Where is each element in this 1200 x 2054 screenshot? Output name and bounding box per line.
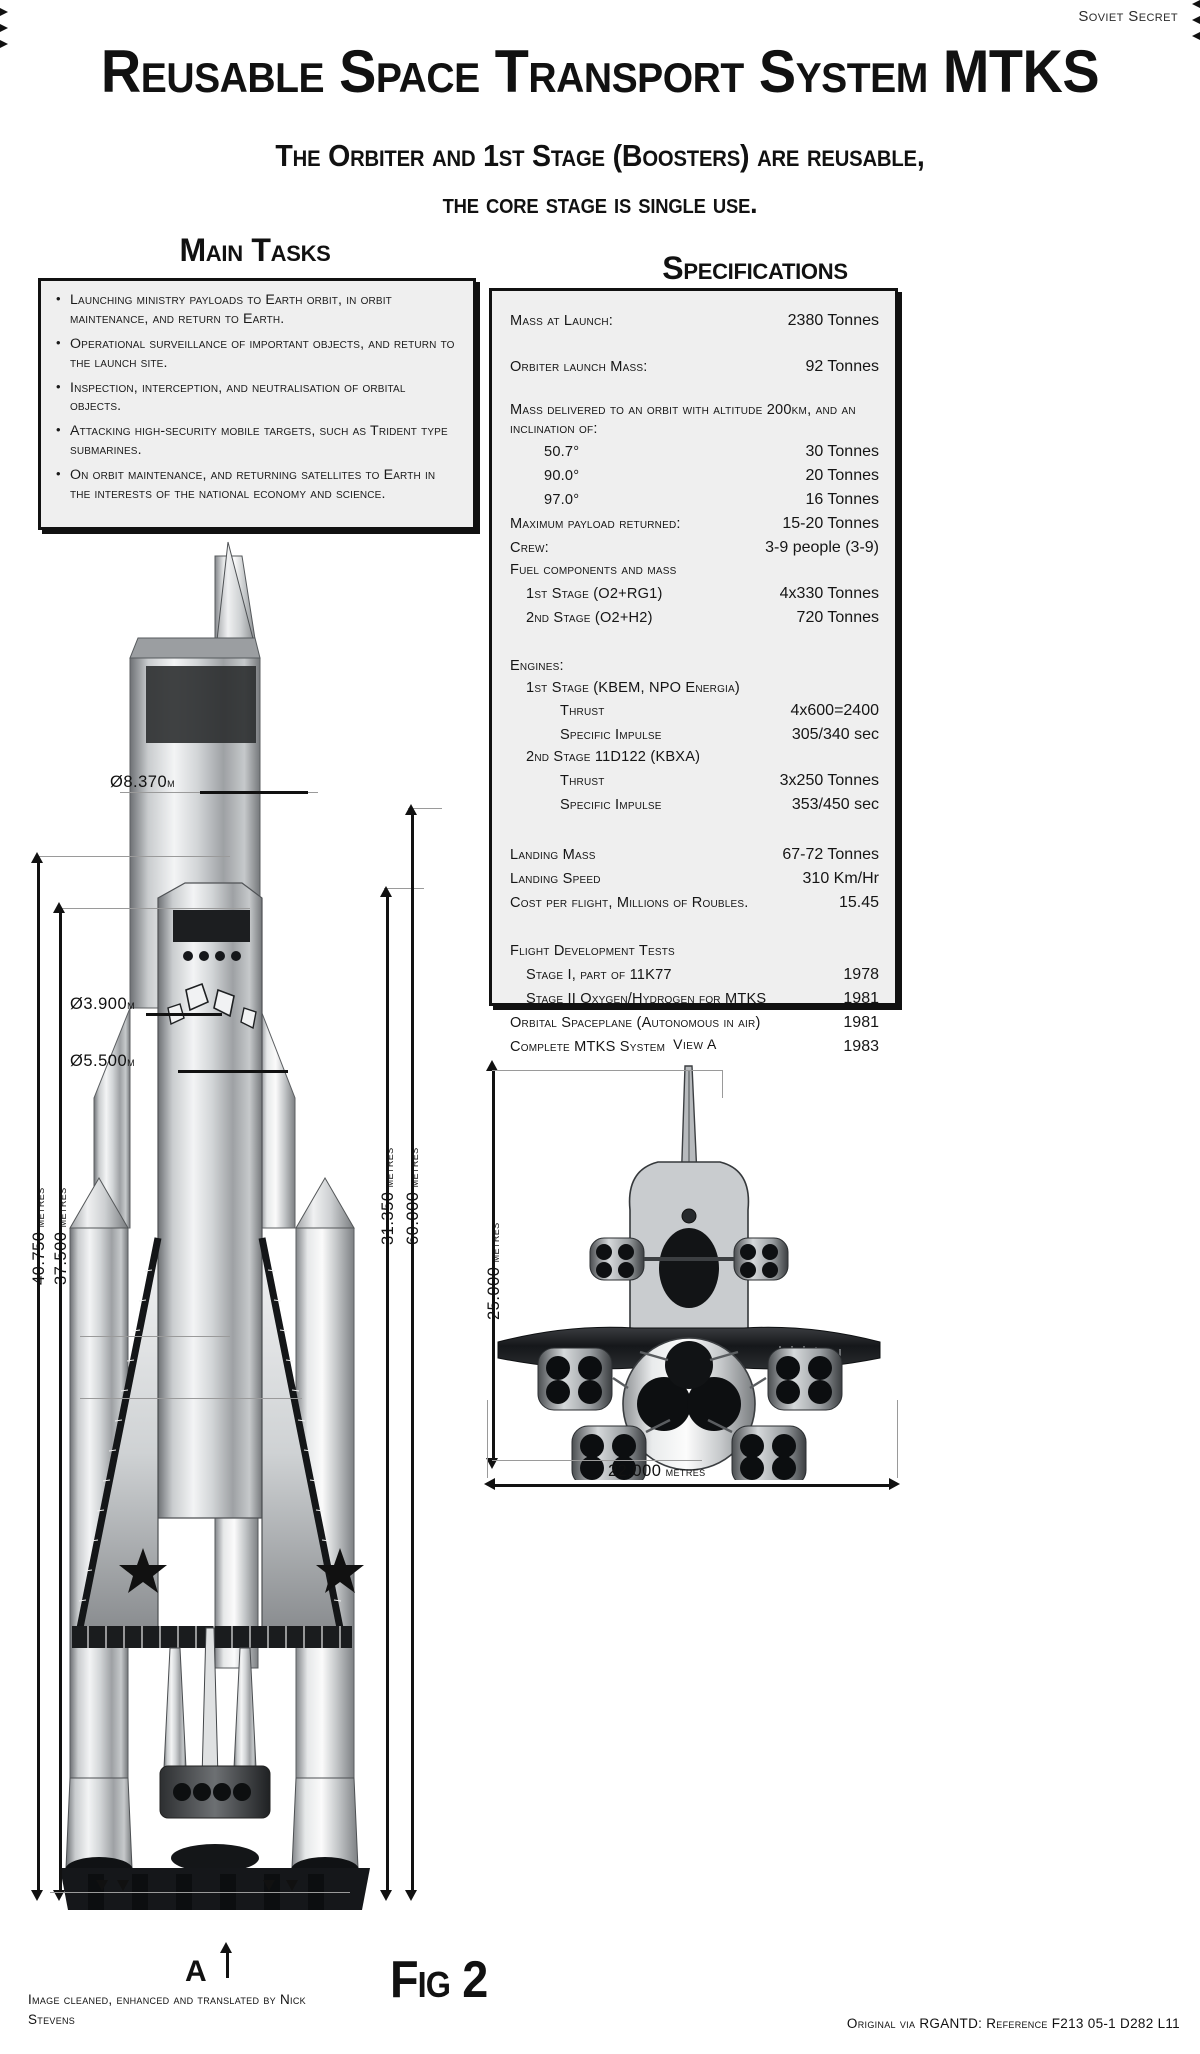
spec-label: Mass delivered to an orbit with altitude 200km, and an inclination of: [510,402,856,438]
spec-label: Cost per flight, Millions of Roubles. [510,895,749,912]
arrow-down-base-2 [117,1880,129,1891]
spec-label: Fuel components and mass [510,561,677,578]
arrow-left-nose-diameter [0,0,1200,8]
classification-stamp: Soviet Secret [1078,8,1178,25]
arrow-down-core-height [405,1890,417,1901]
dimension-label-nose-diameter: Ø8.370m [110,773,176,791]
leader-tick-viewa-left [487,1400,488,1478]
spec-value: 1978 [843,966,879,984]
spec-label: Mass at Launch: [510,313,614,329]
spec-value: 1983 [843,1038,879,1056]
spec-label: Specific Impulse [560,797,662,814]
spec-row [510,512,879,536]
spec-row [510,678,879,700]
spec-row [510,1011,879,1035]
section-arrow-shaft [226,1950,229,1978]
main-task-item: • Operational surveillance of important objects, and return to the launch site. [53,335,459,373]
spec-value: 4x330 Tonnes [779,584,879,602]
spec-row [510,843,879,867]
arrow-left-viewa-width [484,1478,495,1490]
spec-label: Landing Mass [510,847,596,864]
spec-label: 90.0° [544,467,580,484]
spec-spacer [510,630,879,656]
spec-row [510,723,879,747]
spec-value: 3-9 people (3-9) [765,538,879,556]
dimension-line-height-total [37,862,40,1892]
spec-row [510,355,879,379]
spec-row [510,769,879,793]
rear-view-illustration [480,1060,900,1480]
spec-label: Engines: [510,657,564,674]
spec-spacer [510,817,879,843]
spec-label: Stage II Oxygen/Hydrogen for MTKS [526,991,767,1008]
arrow-down-base-3 [263,1880,275,1891]
specifications-heading: Specifications [662,250,848,286]
leader-line-viewa-bottom [492,1460,702,1461]
arrow-up-booster-height [380,886,392,897]
spec-label: Orbiter launch Mass: [510,359,648,375]
arrow-left-booster-diameter [0,16,1200,24]
dimension-label-booster-height: 31.350 metres [379,1147,397,1245]
spec-row [510,987,879,1011]
arrow-down-base-4 [286,1880,298,1891]
spec-label: Thrust [560,773,605,790]
dimension-line-height-stack [59,912,62,1892]
specifications-table [510,309,879,1059]
leader-tick-viewa-right [897,1400,898,1478]
spec-value: 305/340 sec [791,726,879,744]
base-reference-line [50,1892,350,1893]
arrow-up-height-total [31,852,43,863]
dimension-line-viewa-width [495,1484,891,1487]
main-tasks-panel [38,278,476,530]
spec-value: 4x600=2400 [790,702,879,720]
spec-label: Flight Development Tests [510,943,675,960]
spec-value: 15-20 Tonnes [782,514,879,532]
spec-label: 1st Stage (O2+RG1) [526,585,663,602]
view-a-title: View A [673,1036,717,1052]
credit-note: Image cleaned, enhanced and translated by Nick Stevens [28,1992,306,2028]
spec-row [510,488,879,512]
dimension-label-core-height: 60.000 metres [404,1147,422,1245]
main-task-item: • On orbit maintenance, and returning satellites to Earth in the interests of the national economy and science. [53,466,459,504]
spec-value: 16 Tonnes [805,490,879,508]
spec-value: 2380 Tonnes [787,312,879,329]
spec-label: Complete MTKS System [510,1039,666,1056]
spec-value: 310 Km/Hr [802,870,879,888]
spec-label: Landing Speed [510,871,601,888]
spec-row [510,867,879,891]
dimension-line-booster-height [386,896,389,1892]
spec-value: 92 Tonnes [805,358,879,375]
arrow-down-booster-height [380,1890,392,1901]
spec-label: Orbital Spaceplane (Autonomous in air) [510,1015,761,1032]
arrow-down-height-total [31,1890,43,1901]
leader-line-core-diameter [80,1398,302,1399]
spec-label: 50.7° [544,443,580,460]
subtitle-line-2: the core stage is single use. [442,188,758,220]
spec-row [510,699,879,723]
spec-label: Specific Impulse [560,727,662,744]
main-task-item: • Attacking high-security mobile targets, such as Trident type submarines. [53,422,459,460]
spec-row [510,747,879,769]
section-arrow-label: A [185,1955,207,1988]
spec-row [510,309,879,333]
spec-label: 97.0° [544,491,580,508]
spec-row [510,891,879,915]
spec-value: 720 Tonnes [796,608,879,626]
subtitle-line-1: The Orbiter and 1st Stage (Boosters) are reusable, [275,138,925,173]
spec-row [510,582,879,606]
spec-row [510,464,879,488]
spec-label: 2nd Stage (O2+H2) [526,609,653,626]
arrow-right-viewa-width [889,1478,900,1490]
spec-value: 1981 [843,1014,879,1032]
spec-row [510,440,879,464]
spec-label: 1st Stage (KBEM, NPO Energia) [526,679,740,696]
leader-line-viewa-top [492,1070,722,1071]
arrow-up-height-stack [53,902,65,913]
figure-label: Fig 2 [390,1951,488,2009]
dimension-label-height-stack: 37.500 metres [52,1187,70,1285]
leader-line-booster-diameter [80,1336,230,1337]
dimension-line-booster-diameter [146,1013,222,1016]
arrow-up-core-height [405,804,417,815]
dimension-label-viewa-height: 25.000 metres [485,1222,503,1320]
dimension-label-booster-diameter: Ø3.900m [70,995,136,1013]
dimension-label-viewa-width: 22.000 metres [608,1462,706,1480]
main-task-item: • Inspection, interception, and neutralisation of orbital objects. [53,379,459,417]
spec-spacer [510,333,879,355]
spec-value: 30 Tonnes [805,442,879,460]
source-reference-note: Original via RGANTD: Reference F213 05-1 D282 L11 [846,2016,1180,2031]
view-a-rear-view-diagram [480,1060,900,1480]
arrow-right-booster-diameter [0,24,1200,32]
leader-line-height-stack [60,908,250,909]
page-title: Reusable Space Transport System MTKS [100,38,1100,105]
spec-label: Crew: [510,539,549,556]
spec-value: 20 Tonnes [805,466,879,484]
spec-label: Maximum payload returned: [510,515,681,532]
spec-row [510,963,879,987]
spec-value: 1981 [843,990,879,1008]
leader-tick-viewa-top [722,1070,723,1098]
spec-row [510,606,879,630]
rocket-illustration [10,538,470,1926]
spec-spacer [510,915,879,941]
main-tasks-list [53,291,459,504]
spec-value: 3x250 Tonnes [779,772,879,790]
spec-row [510,560,879,582]
dimension-line-core-diameter [178,1070,288,1073]
spec-value: 67-72 Tonnes [782,846,879,864]
dimension-line-core-height [411,814,414,1892]
spec-row [510,941,879,963]
arrow-down-base-1 [96,1880,108,1891]
section-arrow-head [220,1942,232,1953]
spec-value: 353/450 sec [791,796,879,814]
spec-row [510,793,879,817]
spec-label: 2nd Stage 11D122 (KBXA) [526,749,701,766]
leader-line-height-total [38,856,230,857]
dimension-label-core-diameter: Ø5.500m [70,1052,136,1070]
dimension-line-nose-diameter [200,791,308,794]
spec-value: 15.45 [838,894,879,912]
spec-row [510,656,879,678]
spec-row [510,536,879,560]
main-task-item: • Launching ministry payloads to Earth orbit, in orbit maintenance, and return to Earth. [53,291,459,329]
spec-label: Thrust [560,703,605,720]
rocket-side-view-diagram [10,538,470,1926]
spec-row [510,401,879,440]
arrow-right-nose-diameter [0,8,1200,16]
dimension-label-height-total: 40.750 metres [30,1187,48,1285]
spec-label: Stage I, part of 11K77 [526,967,672,984]
spec-spacer [510,379,879,401]
main-tasks-heading: Main Tasks [179,232,331,268]
